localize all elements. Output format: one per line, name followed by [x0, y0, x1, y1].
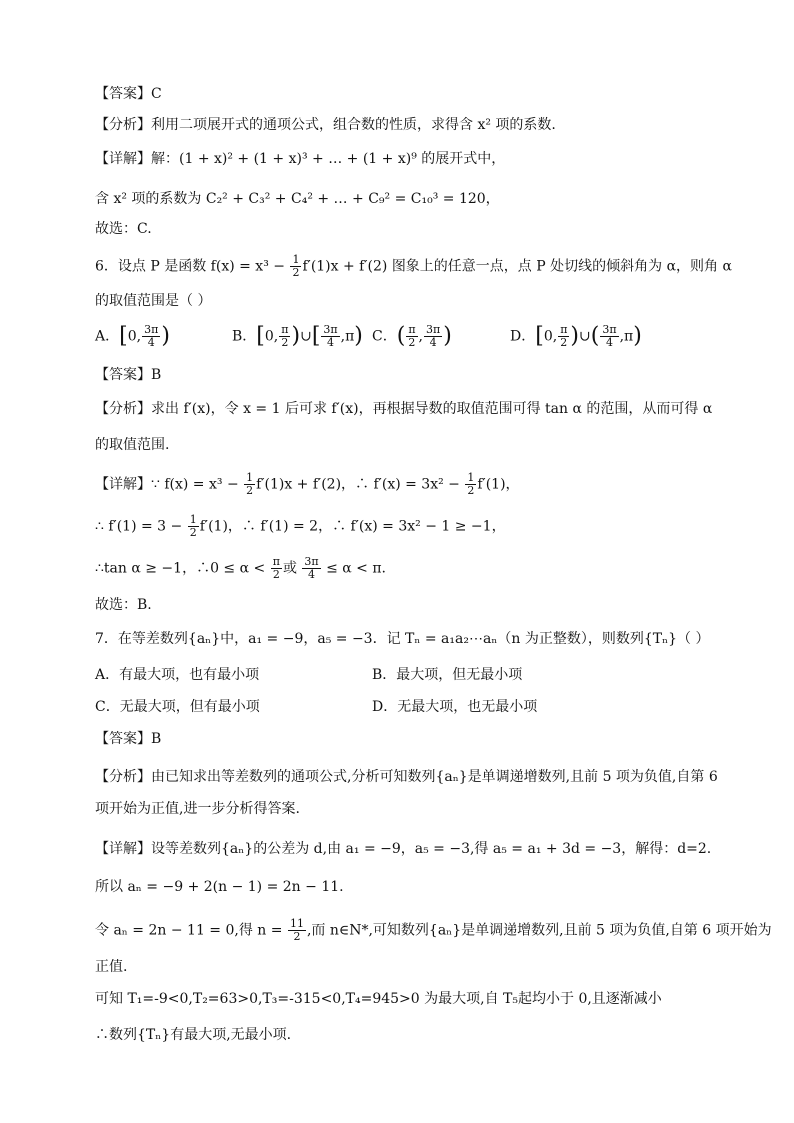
q6-detail-line1: 【详解】∵ f(x) = x³ − $\frac{1}{2}$ f′(1)x + f′(2)，∴ f′(x) = 3x² − $\frac{1}{2}$ f′(1)， — [95, 471, 520, 497]
q7-option-b: B．最大项，但无最小项 — [372, 667, 523, 683]
q7-detail-line2: 所以 aₙ = −9 + 2(n − 1) = 2n − 11. — [95, 879, 344, 895]
q6-detail-line2: ∴ f′(1) = 3 − $\frac{1}{2}$ f′(1)，∴ f′(1) = 2，∴ f′(x) = 3x² − 1 ≥ −1， — [95, 513, 506, 539]
q7-option-a: A．有最大项，也有最小项 — [95, 667, 260, 683]
q6-answer: 【答案】B — [95, 367, 162, 383]
q7-detail-line5: 可知 T₁=-9<0,T₂=63>0,T₃=-315<0,T₄=945>0 为最大项,自 T₅起均小于 0,且逐渐减小 — [95, 991, 662, 1007]
q6-option-b: B．[0, $\frac{\pi}{2}$ )∪[ $\frac{3\pi}{4}$ ,π) — [232, 323, 363, 349]
q6-option-a: A．[0, $\frac{3\pi}{4}$ ) — [95, 323, 170, 349]
q5-detail: 【详解】解：(1 + x)² + (1 + x)³ + … + (1 + x)⁹ 的展开式中， — [95, 151, 506, 167]
q6-option-d: D．[0, $\frac{\pi}{2}$ )∪( $\frac{3\pi}{4}$ ,π) — [510, 323, 642, 349]
q5-detail-line2: 含 x² 项的系数为 C₂² + C₃² + C₄² + … + C₉² = C₁₀³ = 120， — [95, 191, 500, 207]
q6-conclusion: 故选：B. — [95, 597, 152, 613]
q6-analysis-line2: 的取值范围. — [95, 437, 170, 453]
q7-option-c: C．无最大项，但有最小项 — [95, 699, 260, 715]
q7-detail-line1: 【详解】设等差数列{aₙ}的公差为 d,由 a₁ = −9，a₅ = −3,得 a₅ = a₁ + 3d = −3，解得：d=2. — [95, 841, 712, 857]
fraction-half: $\frac{1}{2}$ — [292, 253, 300, 279]
q5-conclusion: 故选：C. — [95, 221, 152, 237]
q7-option-d: D．无最大项，也无最小项 — [372, 699, 538, 715]
q5-answer: 【答案】C — [95, 86, 162, 102]
q7-analysis-line1: 【分析】由已知求出等差数列的通项公式,分析可知数列{aₙ}是单调递增数列,且前 5 项为负值,自第 6 — [95, 769, 718, 785]
q7-detail-line4: 正值. — [95, 959, 128, 975]
q6-analysis-line1: 【分析】求出 f′(x)，令 x = 1 后可求 f′(x)，再根据导数的取值范围可得 tan α 的范围，从而可得 α — [95, 401, 713, 417]
q6-option-c: C．( $\frac{\pi}{2}$ , $\frac{3\pi}{4}$ ) — [372, 323, 452, 349]
q5-analysis: 【分析】利用二项展开式的通项公式，组合数的性质，求得含 x² 项的系数. — [95, 117, 556, 133]
q6-detail-line3: ∴tan α ≥ −1，∴0 ≤ α < $\frac{\pi}{2}$ 或 $\frac{3\pi}{4}$ ≤ α < π. — [95, 555, 386, 581]
q7-stem: 7．在等差数列{aₙ}中，a₁ = −9，a₅ = −3．记 Tₙ = a₁a₂⋯aₙ（n 为正整数），则数列{Tₙ}（ ） — [95, 631, 710, 647]
q7-analysis-line2: 项开始为正值,进一步分析得答案. — [95, 801, 300, 817]
q6-stem-line2: 的取值范围是（ ） — [95, 293, 212, 309]
q7-detail-line3: 令 aₙ = 2n − 11 = 0,得 n = $\frac{11}{2}$ ,而 n∈N*,可知数列{aₙ}是单调递增数列,且前 5 项为负值,自第 6 项开始为 — [95, 917, 772, 943]
q7-detail-line6: ∴数列{Tₙ}有最大项,无最小项. — [95, 1027, 292, 1043]
q7-answer: 【答案】B — [95, 731, 162, 747]
q6-stem-line1: 6．设点 P 是函数 f(x) = x³ − $\frac{1}{2}$ f′(1)x + f′(2) 图象上的任意一点，点 P 处切线的倾斜角为 α，则角 α — [95, 253, 732, 279]
